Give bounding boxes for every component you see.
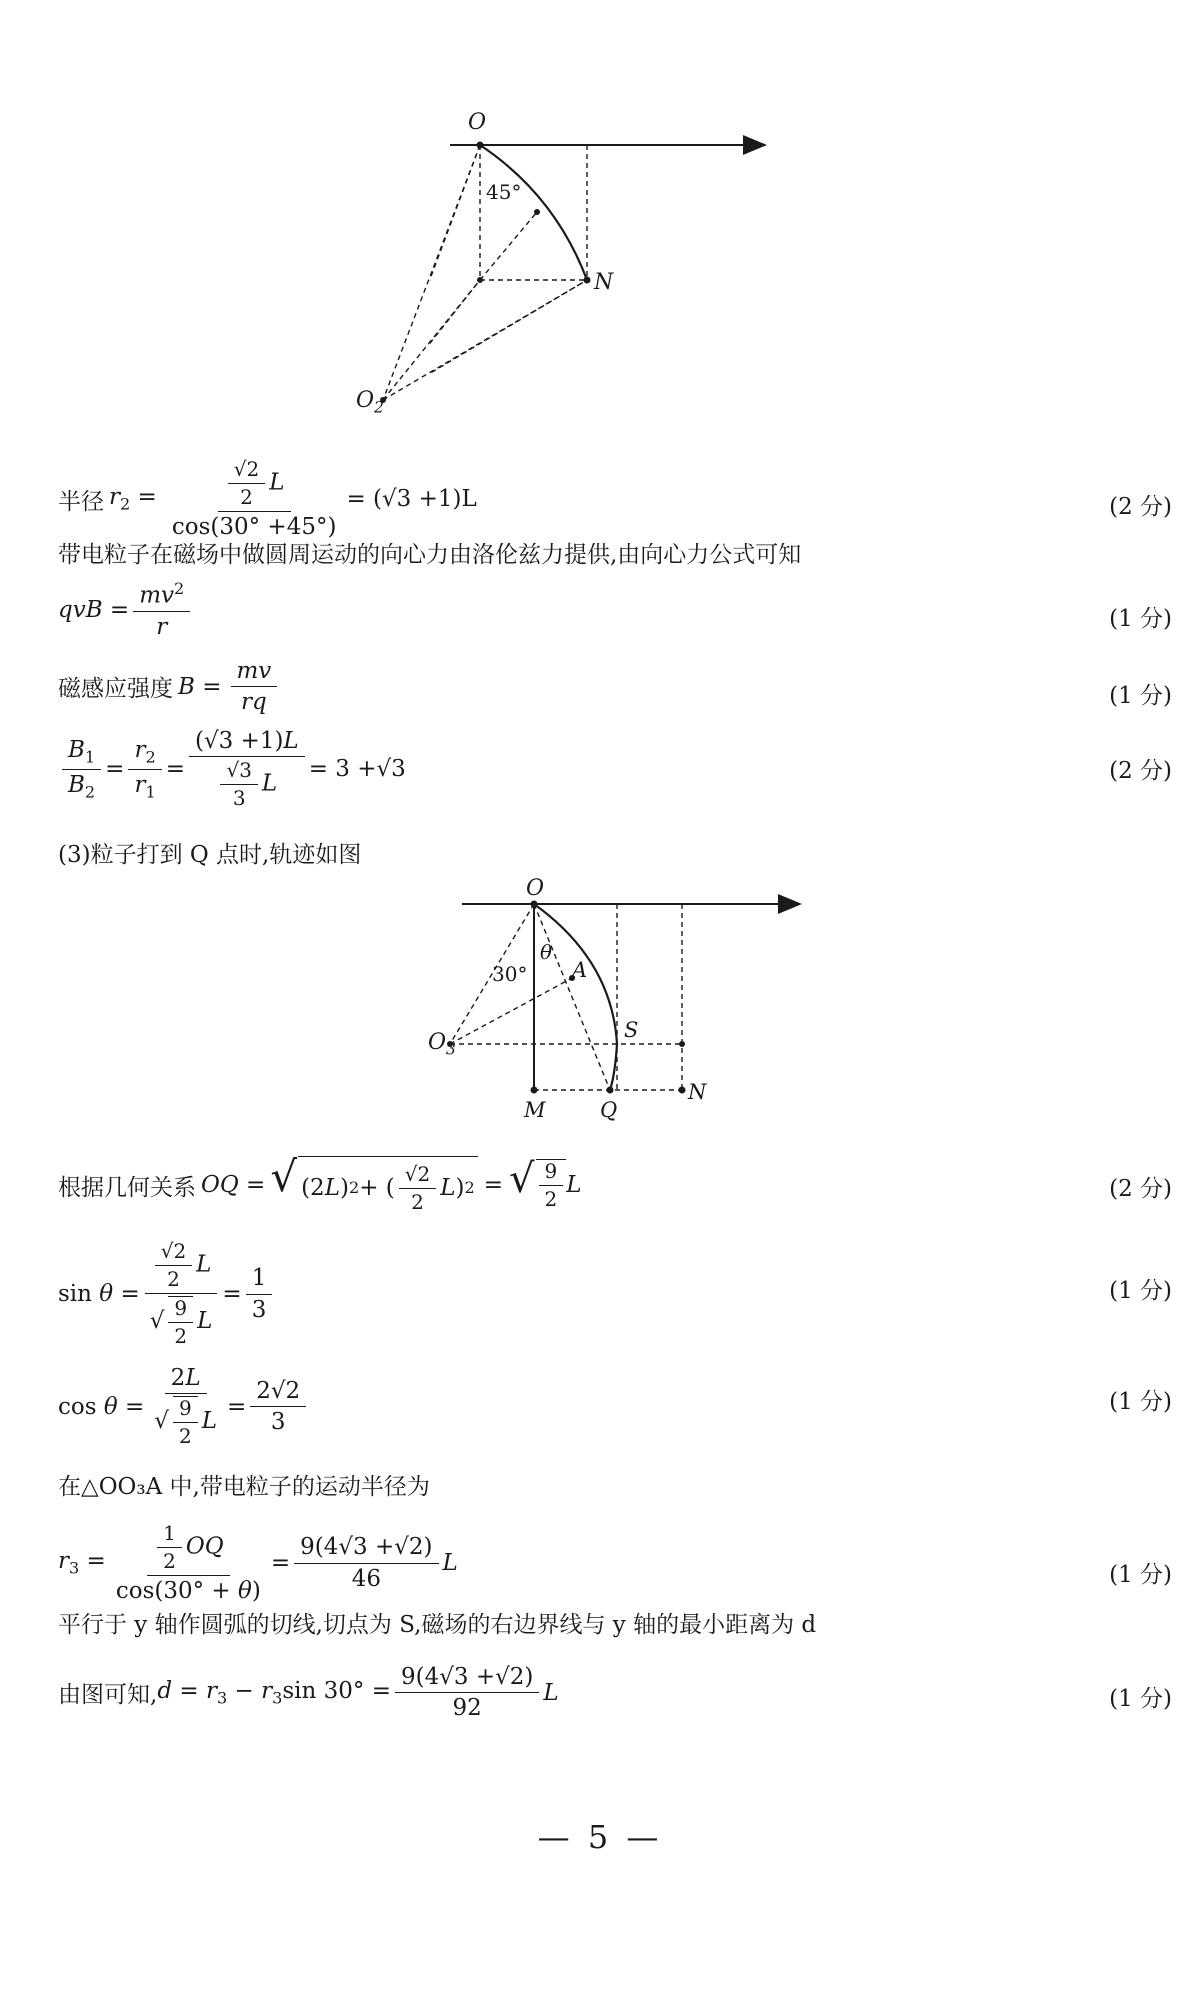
part3-text: (3)粒子打到 Q 点时,轨迹如图 bbox=[58, 842, 362, 868]
radius2-prefix: 半径 bbox=[58, 488, 104, 515]
equation-lorentz: qvB = $\frac{mv^2}{r}$ bbox=[58, 580, 194, 641]
fig1-label-N: N bbox=[594, 270, 614, 295]
sin-result-num: 1 bbox=[246, 1265, 273, 1294]
centripetal-text: 带电粒子在磁场中做圆周运动的向心力由洛伦兹力提供,由向心力公式可知 bbox=[58, 542, 802, 568]
cos-result-den: 3 bbox=[270, 1409, 286, 1436]
score-8: (1 分) bbox=[1109, 1562, 1172, 1588]
fig2-label-O3 bbox=[428, 1030, 456, 1058]
final-prefix: 由图可知, bbox=[58, 1682, 158, 1709]
tangent-text: 平行于 y 轴作圆弧的切线,切点为 S,磁场的右边界线与 y 轴的最小距离为 d bbox=[58, 1612, 817, 1638]
equation-magnetic: 磁感应强度 B = $\frac{mv}{rq}$ bbox=[58, 658, 281, 716]
fig2-label-M: M bbox=[524, 1098, 546, 1122]
radius2-fraction: $\frac{√2}{2}$ L cos(30° +45°) bbox=[171, 457, 337, 540]
fig2-label-A: A bbox=[572, 958, 588, 982]
fig2-angle-30: 30° bbox=[492, 962, 528, 986]
geometry-prefix: 根据几何关系 bbox=[58, 1174, 196, 1201]
page-number: — 5 — bbox=[537, 1818, 663, 1856]
fig2-label-O3-letter: O bbox=[428, 1030, 447, 1055]
fig1-label-O2-sub: 2 bbox=[374, 398, 384, 417]
score-7: (1 分) bbox=[1109, 1389, 1172, 1415]
fig2-label-N: N bbox=[688, 1080, 707, 1104]
fig1-label-O: O bbox=[468, 110, 487, 135]
radius2-result: = (√3 +1)L bbox=[346, 486, 477, 513]
fig2-theta: θ bbox=[540, 940, 553, 964]
fig1-label-O2-letter: O bbox=[356, 388, 375, 413]
ratio-result: = 3 +√3 bbox=[308, 756, 406, 783]
fig1-angle-label: 45° bbox=[486, 180, 522, 204]
score-1: (2 分) bbox=[1109, 494, 1172, 520]
equation-radius3: $r_3$ = $\frac{1}{2}$ OQ cos(30° + θ) = $\frac{9(4√3 +√2)}{46}$ L bbox=[58, 1521, 458, 1604]
fig2-label-Q: Q bbox=[600, 1098, 618, 1122]
equation-OQ: 根据几何关系 OQ = √ (2 L ) 2 + ( $\frac{√2}{2}$ L ) 2 = √ $\frac{9}{2}$ L bbox=[58, 1152, 582, 1214]
fig2-label-O3-sub: 3 bbox=[446, 1040, 456, 1059]
score-3: (1 分) bbox=[1109, 683, 1172, 709]
magnetic-prefix: 磁感应强度 bbox=[58, 676, 173, 703]
score-9: (1 分) bbox=[1109, 1686, 1172, 1712]
fig2-label-S: S bbox=[624, 1018, 639, 1042]
equation-distance: 由图可知, $d = r_3 - r_3\sin$ 30° = $\frac{9(4√3 +√2)}{92}$ L bbox=[58, 1664, 559, 1722]
cos-result-num: 2√2 bbox=[250, 1378, 306, 1407]
score-6: (1 分) bbox=[1109, 1278, 1172, 1304]
equation-radius2: 半径 $r_2$ = $\frac{√2}{2}$ L cos(30° +45°) = (√3 +1)L bbox=[58, 457, 477, 540]
sin-result-den: 3 bbox=[251, 1296, 267, 1323]
score-4: (2 分) bbox=[1109, 758, 1172, 784]
equation-cos: cos θ = 2L √ $\frac{9}{2}$ L = $\frac{2√2}{3}$ bbox=[58, 1365, 310, 1448]
triangle-text: 在△OO₃A 中,带电粒子的运动半径为 bbox=[58, 1474, 430, 1500]
score-5: (2 分) bbox=[1109, 1176, 1172, 1202]
equation-sin: sin θ = $\frac{√2}{2}$ L √ $\frac{9}{2}$ L = $\frac{1}{3}$ bbox=[58, 1240, 276, 1348]
equation-ratio: $\frac{B_1}{B_2}$ = $\frac{r_2}{r_1}$ = (√3 +1)L $\frac{√3}{3}$ L = 3 +√3 bbox=[58, 728, 406, 810]
fig2-label-O: O bbox=[526, 876, 545, 901]
score-2: (1 分) bbox=[1109, 606, 1172, 632]
